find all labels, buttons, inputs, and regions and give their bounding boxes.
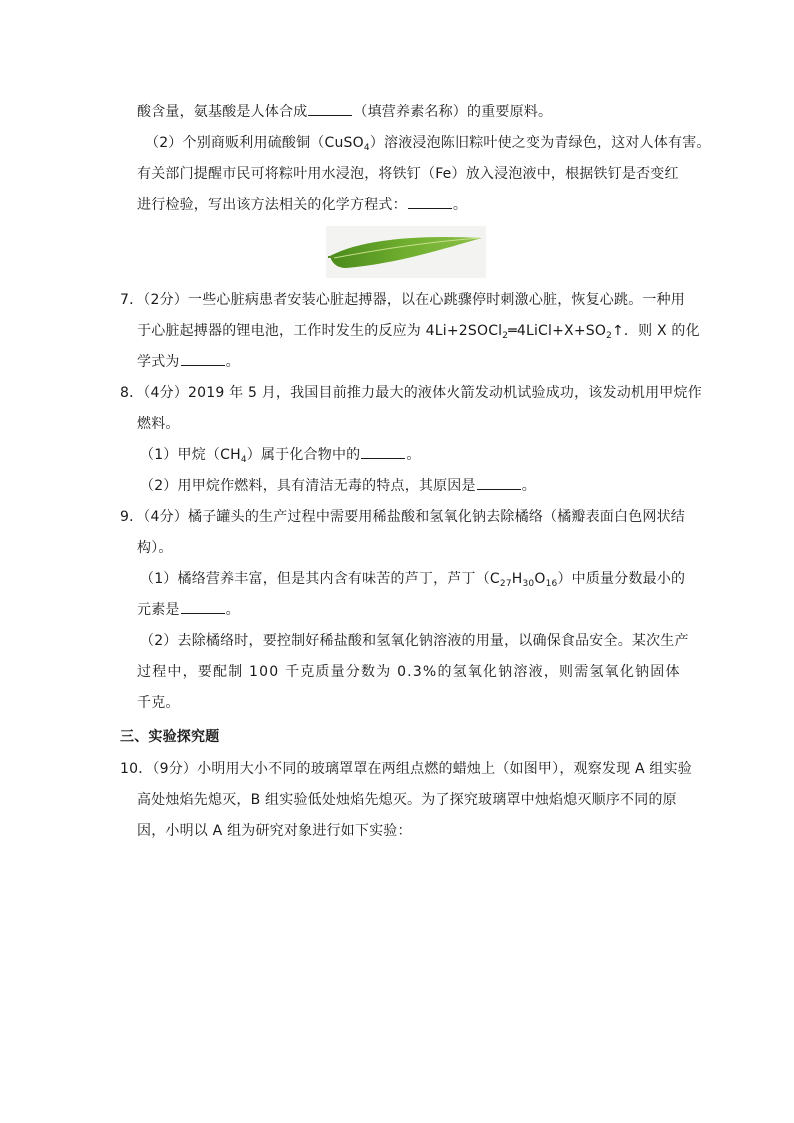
q9-line-3: [140, 569, 685, 589]
answer-blank[interactable]: [308, 103, 352, 116]
q8-text: 8．（4分）2019 年 5 月，我国目前推力最大的液体火箭发动机试验成功，该发动机用甲烷作: [120, 385, 702, 401]
q8-line-3: [140, 445, 421, 465]
q9-text: 过程中，要配制 100 千克质量分数为 0.3%的氢氧化钠溶液，则需氢氧化钠固体: [137, 664, 681, 680]
q7-line-2: [137, 321, 700, 341]
q6-line-1: [137, 102, 552, 122]
q6-text: ）溶液浸泡陈旧粽叶使之变为青绿色，这对人体有害。: [369, 135, 711, 151]
q7-line-1: [120, 290, 685, 310]
answer-blank[interactable]: [181, 601, 225, 614]
q8-line-1: [120, 383, 702, 403]
q6-text: （填营养素名称）的重要原料。: [353, 104, 553, 120]
q7-text: 于心脏起搏器的锂电池，工作时发生的反应为 4Li+2SOCl: [137, 323, 503, 339]
q6-line-3: [137, 164, 679, 184]
q7-text: 7．（2分）一些心脏病患者安装心脏起搏器，以在心跳骤停时刺激心脏，恢复心跳。一种用: [120, 292, 686, 308]
q6-text: （2）个别商贩利用硫酸铜（CuSO: [145, 135, 364, 151]
q9-text: H: [511, 571, 523, 587]
q9-line-6: [137, 662, 681, 682]
q10-text: 10．（9分）小明用大小不同的玻璃罩罩在两组点燃的蜡烛上（如图甲），观察发现 A 组实验: [120, 761, 692, 777]
subscript: 4: [363, 143, 370, 153]
q6-line-4: [137, 195, 467, 215]
q9-text: 。: [225, 602, 240, 618]
q8-line-2: [137, 414, 180, 434]
q9-text: 9．（4分）橘子罐头的生产过程中需要用稀盐酸和氢氧化钠去除橘络（橘瓣表面白色网状结: [120, 509, 686, 525]
q10-line-2: [137, 790, 677, 810]
q9-line-1: [120, 507, 685, 527]
q6-line-2: [145, 133, 711, 153]
subscript: 2: [502, 331, 509, 341]
q7-text: ═4LiCl+X+SO: [508, 323, 607, 339]
section-heading: 三、实验探究题: [120, 729, 220, 745]
q9-text: 构）。: [137, 540, 173, 556]
q9-line-2: [137, 538, 173, 558]
answer-blank[interactable]: [361, 446, 405, 459]
q9-text: 千克。: [137, 695, 180, 711]
q7-text: 。: [225, 354, 240, 370]
q9-text: （2）去除橘络时，要控制好稀盐酸和氢氧化钠溶液的用量，以确保食品安全。某次生产: [140, 633, 689, 649]
q9-text: （1）橘络营养丰富，但是其内含有味苦的芦丁，芦丁（C: [140, 571, 500, 587]
q10-text: 高处烛焰先熄灭，B 组实验低处烛焰先熄灭。为了探究玻璃罩中烛焰熄灭顺序不同的原: [137, 792, 677, 808]
q9-line-4: [137, 600, 240, 620]
q10-line-3: [137, 821, 412, 841]
q9-line-7: [137, 693, 180, 713]
q6-text: 。: [452, 197, 468, 213]
q10-text: 因，小明以 A 组为研究对象进行如下实验：: [137, 823, 412, 839]
subscript: 2: [606, 331, 612, 341]
leaf-icon: [326, 226, 486, 278]
subscript: 27: [499, 579, 512, 589]
q8-text: 。: [521, 478, 536, 494]
q7-text: ↑．则 X 的化: [612, 323, 700, 339]
answer-blank[interactable]: [477, 477, 521, 490]
q9-text: O: [534, 571, 546, 587]
q6-text: 进行检验，写出该方法相关的化学方程式：: [137, 197, 407, 213]
subscript: 4: [240, 455, 247, 465]
q7-line-3: [137, 352, 240, 372]
q9-text: 元素是: [137, 602, 180, 618]
q8-line-4: [140, 476, 536, 496]
q9-text: ）中质量分数最小的: [557, 571, 686, 587]
q8-text: （2）用甲烷作燃料，具有清洁无毒的特点，其原因是: [140, 478, 476, 494]
q8-text: （1）甲烷（CH: [140, 447, 241, 463]
q10-line-1: [120, 759, 692, 779]
section-title: [120, 727, 219, 747]
q8-text: 燃料。: [137, 416, 180, 432]
answer-blank[interactable]: [408, 196, 452, 209]
q8-text: 。: [406, 447, 421, 463]
q7-text: 学式为: [137, 354, 180, 370]
subscript: 30: [522, 579, 535, 589]
zongzi-leaf-image: [326, 226, 486, 278]
q6-text: 酸含量，氨基酸是人体合成: [137, 104, 308, 120]
answer-blank[interactable]: [181, 353, 225, 366]
q6-text: 有关部门提醒市民可将粽叶用水浸泡，将铁钉（Fe）放入浸泡液中，根据铁钉是否变红: [137, 166, 679, 182]
subscript: 16: [545, 579, 558, 589]
q8-text: ）属于化合物中的: [246, 447, 361, 463]
q9-line-5: [140, 631, 689, 651]
